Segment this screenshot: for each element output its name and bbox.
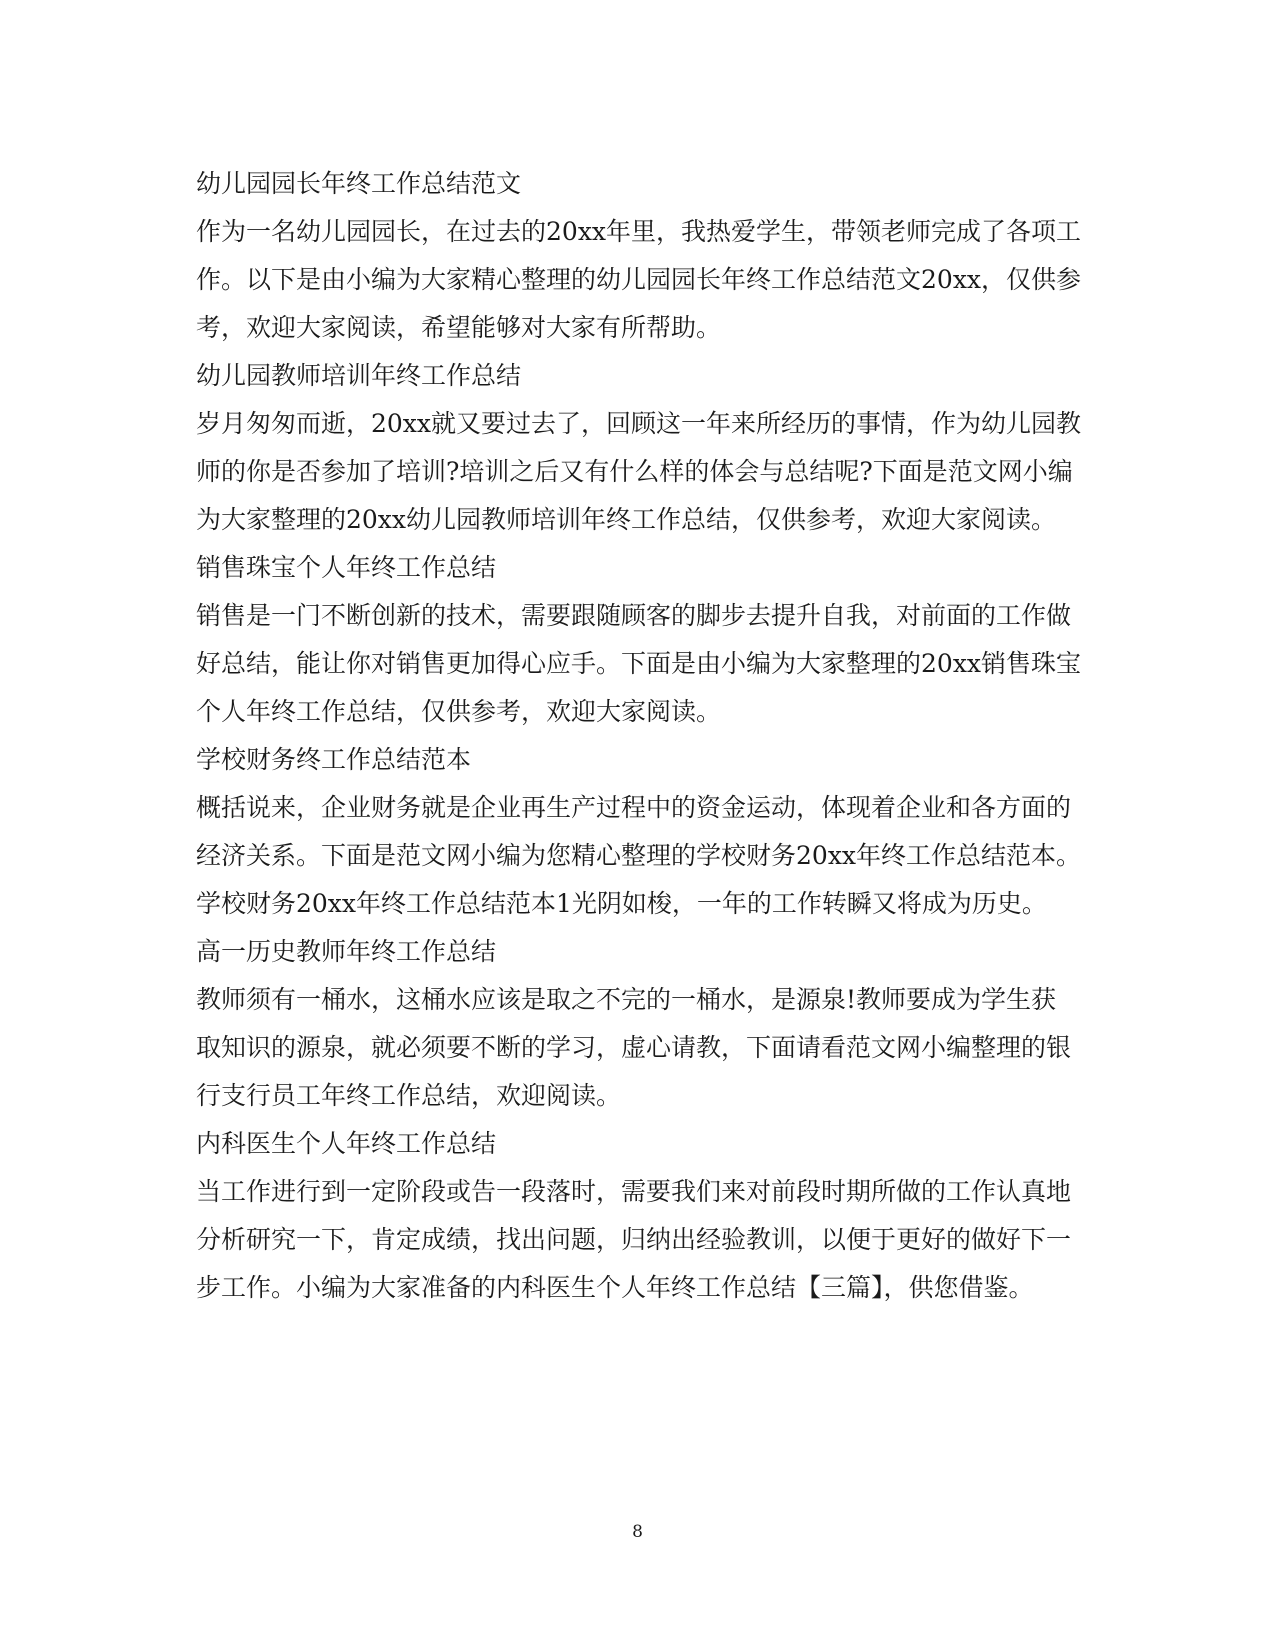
paragraph-line: 岁月匆匆而逝，20xx就又要过去了，回顾这一年来所经历的事情，作为幼儿园教: [196, 409, 1082, 438]
section-title: 幼儿园园长年终工作总结范文: [196, 169, 522, 198]
paragraph-line: 作为一名幼儿园园长，在过去的20xx年里，我热爱学生，带领老师完成了各项工: [196, 217, 1082, 246]
paragraph-line: 取知识的源泉，就必须要不断的学习，虚心请教，下面请看范文网小编整理的银: [196, 1033, 1072, 1062]
paragraph-line: 学校财务20xx年终工作总结范本1光阴如梭，一年的工作转瞬又将成为历史。: [196, 889, 1047, 918]
section-title: 幼儿园教师培训年终工作总结: [196, 361, 522, 390]
paragraph-line: 好总结，能让你对销售更加得心应手。下面是由小编为大家整理的20xx销售珠宝: [196, 649, 1082, 678]
paragraph-line: 教师须有一桶水，这桶水应该是取之不完的一桶水，是源泉!教师要成为学生获: [196, 985, 1057, 1014]
paragraph-line: 当工作进行到一定阶段或告一段落时，需要我们来对前段时期所做的工作认真地: [196, 1177, 1072, 1206]
paragraph-line: 个人年终工作总结，仅供参考，欢迎大家阅读。: [196, 697, 722, 726]
section-title: 高一历史教师年终工作总结: [196, 937, 497, 966]
paragraph-line: 为大家整理的20xx幼儿园教师培训年终工作总结，仅供参考，欢迎大家阅读。: [196, 505, 1057, 534]
paragraph-line: 分析研究一下，肯定成绩，找出问题，归纳出经验教训，以便于更好的做好下一: [196, 1225, 1072, 1254]
section: [196, 928, 1076, 1120]
section: [196, 160, 1082, 352]
section-title: 内科医生个人年终工作总结: [196, 1129, 497, 1158]
page-number: 8: [632, 1522, 643, 1542]
paragraph-line: 作。以下是由小编为大家精心整理的幼儿园园长年终工作总结范文20xx，仅供参: [196, 265, 1082, 294]
paragraph-line: 经济关系。下面是范文网小编为您精心整理的学校财务20xx年终工作总结范本。: [196, 841, 1082, 870]
paragraph-line: 考，欢迎大家阅读，希望能够对大家有所帮助。: [196, 313, 722, 342]
paragraph-line: 行支行员工年终工作总结，欢迎阅读。: [196, 1081, 622, 1110]
paragraph-line: 师的你是否参加了培训?培训之后又有什么样的体会与总结呢?下面是范文网小编: [196, 457, 1073, 486]
section: [196, 352, 1082, 544]
section: [196, 736, 1082, 928]
paragraph-line: 概括说来，企业财务就是企业再生产过程中的资金运动，体现着企业和各方面的: [196, 793, 1072, 822]
section: [196, 1120, 1076, 1312]
paragraph-line: 步工作。小编为大家准备的内科医生个人年终工作总结【三篇】，供您借鉴。: [196, 1273, 1034, 1302]
section: [196, 544, 1082, 736]
section-title: 销售珠宝个人年终工作总结: [196, 553, 497, 582]
section-title: 学校财务终工作总结范本: [196, 745, 472, 774]
paragraph-line: 销售是一门不断创新的技术，需要跟随顾客的脚步去提升自我，对前面的工作做: [196, 601, 1072, 630]
document-body: [196, 160, 1082, 1312]
